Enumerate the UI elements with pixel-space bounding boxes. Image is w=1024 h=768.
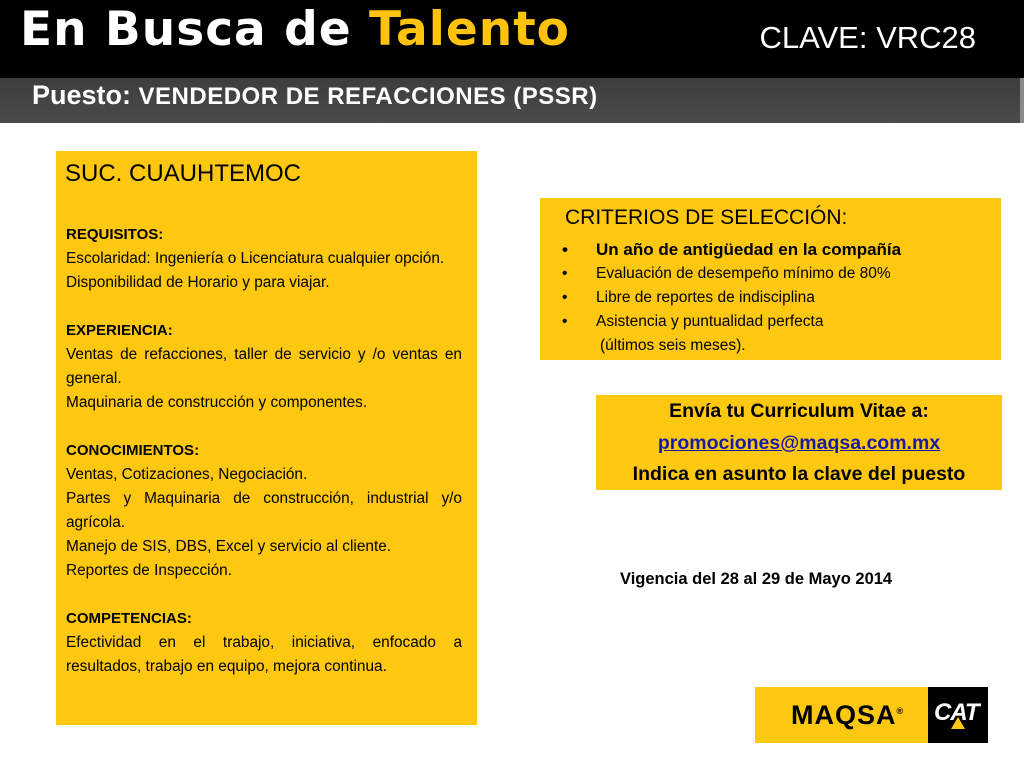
bullet-icon: • [562, 240, 568, 259]
criteria-list [562, 238, 901, 358]
competencias-heading: COMPETENCIAS: [66, 610, 192, 627]
maqsa-logo-text [791, 700, 904, 731]
experiencia-heading: EXPERIENCIA: [66, 322, 173, 339]
experiencia-item: Maquinaria de construcción y componentes. [66, 394, 368, 411]
competencias-item: Efectividad en el trabajo, iniciativa, enfocado a resultados, trabajo en equipo, mejora continua. [66, 634, 462, 675]
cat-triangle-icon [951, 717, 965, 729]
branch-name: SUC. CUAUHTEMOC [65, 160, 302, 187]
title-part-2: Talento [369, 2, 570, 57]
criteria-item [562, 262, 901, 286]
criteria-item-text: Evaluación de desempeño mínimo de 80% [596, 265, 891, 282]
position-label: Puesto: [32, 80, 132, 110]
subject-instruction: Indica en asunto la clave del puesto [632, 463, 966, 485]
criteria-continuation: (últimos seis meses). [600, 337, 746, 354]
validity-dates: Vigencia del 28 al 29 de Mayo 2014 [620, 570, 893, 588]
experiencia-item: Ventas de refacciones, taller de servicio y /o ventas en general. [66, 346, 462, 387]
requisitos-item: Disponibilidad de Horario y para viajar. [66, 274, 330, 291]
cat-wordmark: CAT [934, 699, 979, 726]
requirements-text [66, 223, 462, 679]
email-line [596, 432, 1002, 455]
bullet-icon: • [562, 313, 568, 330]
criteria-item [562, 238, 901, 262]
email-link[interactable]: promociones@maqsa.com.mx [657, 432, 941, 454]
page-title [20, 2, 570, 57]
criteria-item-text: Un año de antigüedad en la compañía [596, 240, 902, 259]
bullet-icon: • [562, 265, 568, 282]
selection-criteria-panel [540, 198, 1001, 360]
criteria-item [562, 310, 901, 334]
header-bar [0, 0, 1024, 78]
maqsa-cat-logo [755, 687, 988, 743]
requirements-panel [56, 151, 477, 725]
cat-logo [928, 687, 988, 743]
criteria-item-text: Asistencia y puntualidad perfecta [596, 313, 824, 330]
conocimientos-item: Reportes de Inspección. [66, 562, 232, 579]
registered-mark: ® [896, 706, 905, 716]
conocimientos-heading: CONOCIMIENTOS: [66, 442, 200, 459]
send-cv-panel [596, 395, 1002, 490]
job-code: CLAVE: VRC28 [759, 20, 976, 55]
position-title [32, 80, 598, 111]
criteria-title: CRITERIOS DE SELECCIÓN: [565, 206, 848, 229]
requisitos-heading: REQUISITOS: [66, 226, 164, 243]
bullet-icon: • [562, 289, 568, 306]
position-value: VENDEDOR DE REFACCIONES (PSSR) [138, 83, 598, 110]
criteria-item-text: Libre de reportes de indisciplina [596, 289, 815, 306]
send-cv-instruction: Envía tu Curriculum Vitae a: [669, 400, 929, 422]
requisitos-item: Escolaridad: Ingeniería o Licenciatura cualquier opción. [66, 250, 445, 267]
criteria-item [562, 286, 901, 310]
title-part-1: En Busca de [20, 2, 352, 57]
conocimientos-item: Ventas, Cotizaciones, Negociación. [66, 466, 308, 483]
conocimientos-item: Partes y Maquinaria de construcción, industrial y/o agrícola. [66, 490, 462, 531]
conocimientos-item: Manejo de SIS, DBS, Excel y servicio al cliente. [66, 538, 392, 555]
maqsa-wordmark: MAQSA [791, 700, 897, 730]
